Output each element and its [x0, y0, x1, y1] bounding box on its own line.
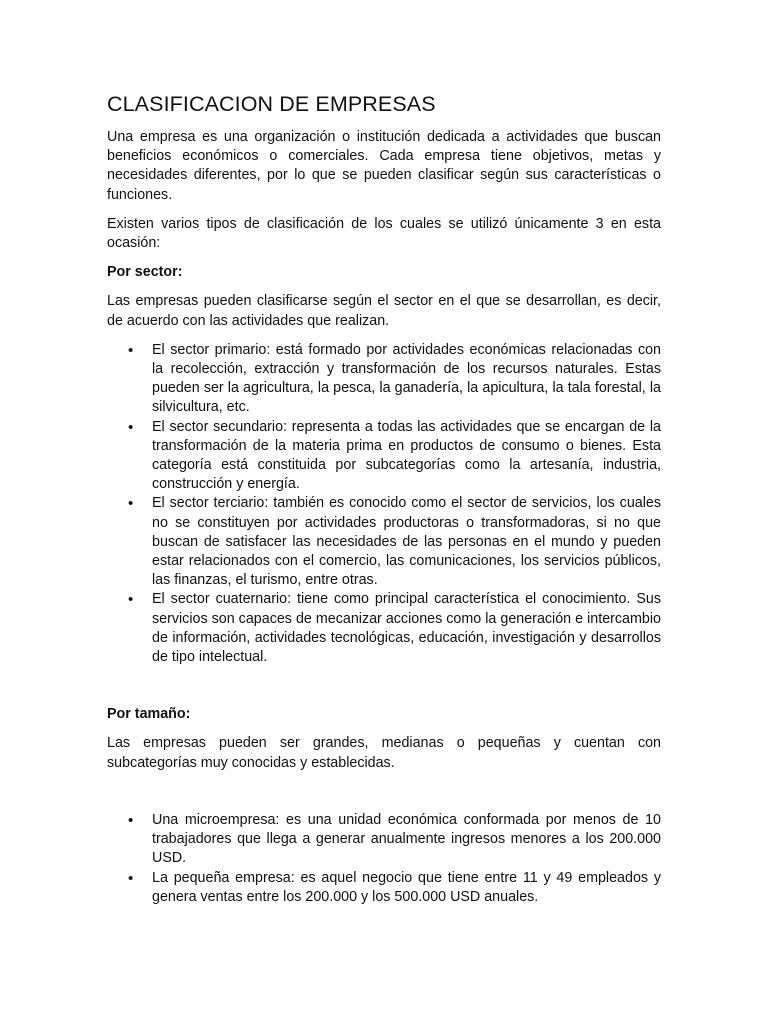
size-description: Las empresas pueden ser grandes, medianas o pequeñas y cuentan con subcategorías muy conocidas y establecidas.: [107, 735, 661, 771]
intro-paragraph: Una empresa es una organización o institución dedicada a actividades que buscan beneficios económicos o comerciales. Cada empresa tiene objetivos, metas y necesidades diferentes, por lo que se pueden clasificar según sus características o funciones.: [107, 129, 661, 203]
bullet-icon: •: [128, 418, 134, 436]
list-item: [107, 811, 661, 869]
section-heading-sector: Por sector:: [107, 264, 183, 281]
list-item: [107, 418, 661, 495]
sector-list: [107, 341, 661, 667]
list-item: [107, 494, 661, 590]
list-item-text: El sector secundario: representa a todas las actividades que se encargan de la transformación de la materia prima en productos de consumo o bienes. Esta categoría está constituida por subcategorías como la artesanía, industria, construcción y energía.: [152, 418, 661, 493]
document-page: [107, 90, 661, 907]
intro-paragraph: Existen varios tipos de clasificación de los cuales se utilizó únicamente 3 en esta ocasión:: [107, 215, 661, 252]
list-item-text: El sector cuaternario: tiene como principal característica el conocimiento. Sus servicios son capaces de mecanizar acciones como la generación e intercambio de información, actividades tecnológicas, educación, investigación y desarrollos de tipo intelectual.: [152, 591, 661, 666]
list-item-text: Una microempresa: es una unidad económica conformada por menos de 10 trabajadores que llega a generar anualmente ingresos menores a los 200.000 USD.: [152, 811, 661, 867]
list-item-text: La pequeña empresa: es aquel negocio que tiene entre 11 y 49 empleados y genera ventas entre los 200.000 y los 500.000 USD anuales.: [152, 869, 661, 905]
list-item: [107, 341, 661, 418]
list-item-text: El sector terciario: también es conocido como el sector de servicios, los cuales no se constituyen por actividades productoras o transformadoras, si no que buscan de satisfacer las necesidades de las personas en el mundo y pueden estar relacionados con el comercio, las comunicaciones, los servicios públicos, las finanzas, el turismo, entre otras.: [152, 495, 661, 589]
size-list: [107, 811, 661, 907]
bullet-icon: •: [128, 495, 134, 513]
bullet-icon: •: [128, 591, 134, 609]
list-item-text: El sector primario: está formado por actividades económicas relacionadas con la recolección, extracción y transformación de los recursos naturales. Estas pueden ser la agricultura, la pesca, la ganadería, la apicultura, la tala forestal, la silvicultura, etc.: [152, 341, 661, 416]
section-heading-size: Por tamaño:: [107, 706, 191, 723]
sector-description: Las empresas pueden clasificarse según el sector en el que se desarrollan, es decir, de acuerdo con las actividades que realizan.: [107, 293, 661, 329]
document-title: CLASIFICACION DE EMPRESAS: [107, 92, 436, 116]
bullet-icon: •: [128, 341, 134, 359]
list-item: [107, 869, 661, 907]
list-item: [107, 590, 661, 667]
bullet-icon: •: [128, 869, 134, 887]
bullet-icon: •: [128, 811, 134, 829]
